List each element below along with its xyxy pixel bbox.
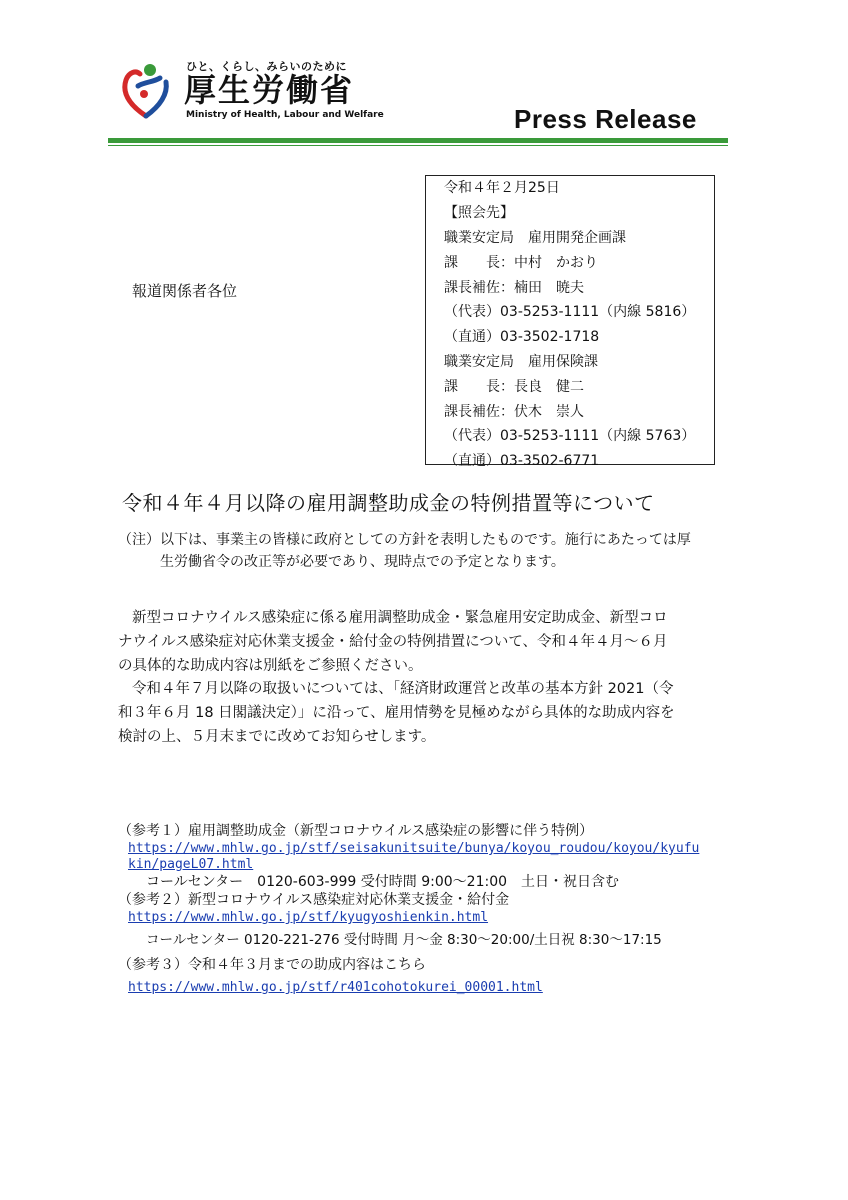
contact-main-phone-2: （代表）03-5253-1111（内線 5763） (444, 428, 696, 444)
ministry-name-en: Ministry of Health, Labour and Welfare (186, 110, 384, 120)
note-line-2: 生労働省令の改正等が必要であり、現時点での予定となります。 (160, 554, 565, 570)
ministry-logo-icon (120, 60, 172, 120)
contact-director-1: 課 長：中村 かおり (444, 255, 598, 271)
press-release-label: Press Release (514, 104, 697, 134)
reference-1-call-center: コールセンター 0120-603-999 受付時間 9:00～21:00 土日・祝日含む (146, 874, 620, 890)
contact-department-2: 職業安定局 雇用保険課 (444, 354, 598, 370)
release-date: 令和４年２月25日 (444, 180, 560, 196)
header-divider-thin (108, 145, 728, 146)
reference-3-title: （参考３）令和４年３月までの助成内容はこちら (118, 957, 426, 973)
note-line-1: （注）以下は、事業主の皆様に政府としての方針を表明したものです。施行にあたっては厚 (118, 532, 691, 548)
reference-3-link[interactable]: https://www.mhlw.go.jp/stf/r401cohotokurei_00001.html (128, 980, 543, 995)
contact-director-2: 課 長：長良 健二 (444, 379, 584, 395)
ministry-name-jp: 厚生労働省 (184, 71, 355, 109)
addressee: 報道関係者各位 (132, 282, 238, 300)
header-divider (108, 138, 728, 143)
contact-department-1: 職業安定局 雇用開発企画課 (444, 230, 626, 246)
reference-1-link[interactable]: https://www.mhlw.go.jp/stf/seisakunitsuite/bunya/koyou_roudou/koyou/kyufu (128, 841, 700, 856)
body-line-6: 検討の上、５月末までに改めてお知らせします。 (118, 729, 436, 745)
contact-direct-phone-2: （直通）03-3502-6771 (444, 453, 600, 469)
contact-heading: 【照会先】 (444, 205, 514, 221)
reference-2-call-center: コールセンター 0120-221-276 受付時間 月～金 8:30～20:00/土日祝 8:30～17:15 (146, 932, 662, 948)
body-line-4: 令和４年７月以降の取扱いについては、「経済財政運営と改革の基本方針 2021（令 (132, 681, 674, 697)
contact-deputy-2: 課長補佐：伏木 崇人 (444, 404, 584, 420)
body-line-3: の具体的な助成内容は別紙をご参照ください。 (118, 658, 423, 674)
reference-2-title: （参考２）新型コロナウイルス感染症対応休業支援金・給付金 (118, 892, 510, 908)
body-line-2: ナウイルス感染症対応休業支援金・給付金の特例措置について、令和４年４月～６月 (118, 634, 668, 650)
document-title: 令和４年４月以降の雇用調整助成金の特例措置等について (122, 491, 655, 515)
contact-direct-phone-1: （直通）03-3502-1718 (444, 329, 600, 345)
ministry-tagline: ひと、くらし、みらいのために (186, 60, 347, 73)
body-line-1: 新型コロナウイルス感染症に係る雇用調整助成金・緊急雇用安定助成金、新型コロ (132, 610, 668, 626)
body-line-5: 和３年６月 18 日閣議決定）」に沿って、雇用情勢を見極めながら具体的な助成内容を (118, 705, 675, 721)
contact-deputy-1: 課長補佐：楠田 暁夫 (444, 280, 584, 296)
reference-1-title: （参考１）雇用調整助成金（新型コロナウイルス感染症の影響に伴う特例） (118, 823, 594, 839)
reference-1-link-continued[interactable]: kin/pageL07.html (128, 857, 254, 872)
contact-main-phone-1: （代表）03-5253-1111（内線 5816） (444, 304, 696, 320)
reference-2-link[interactable]: https://www.mhlw.go.jp/stf/kyugyoshienkin.html (128, 910, 489, 925)
